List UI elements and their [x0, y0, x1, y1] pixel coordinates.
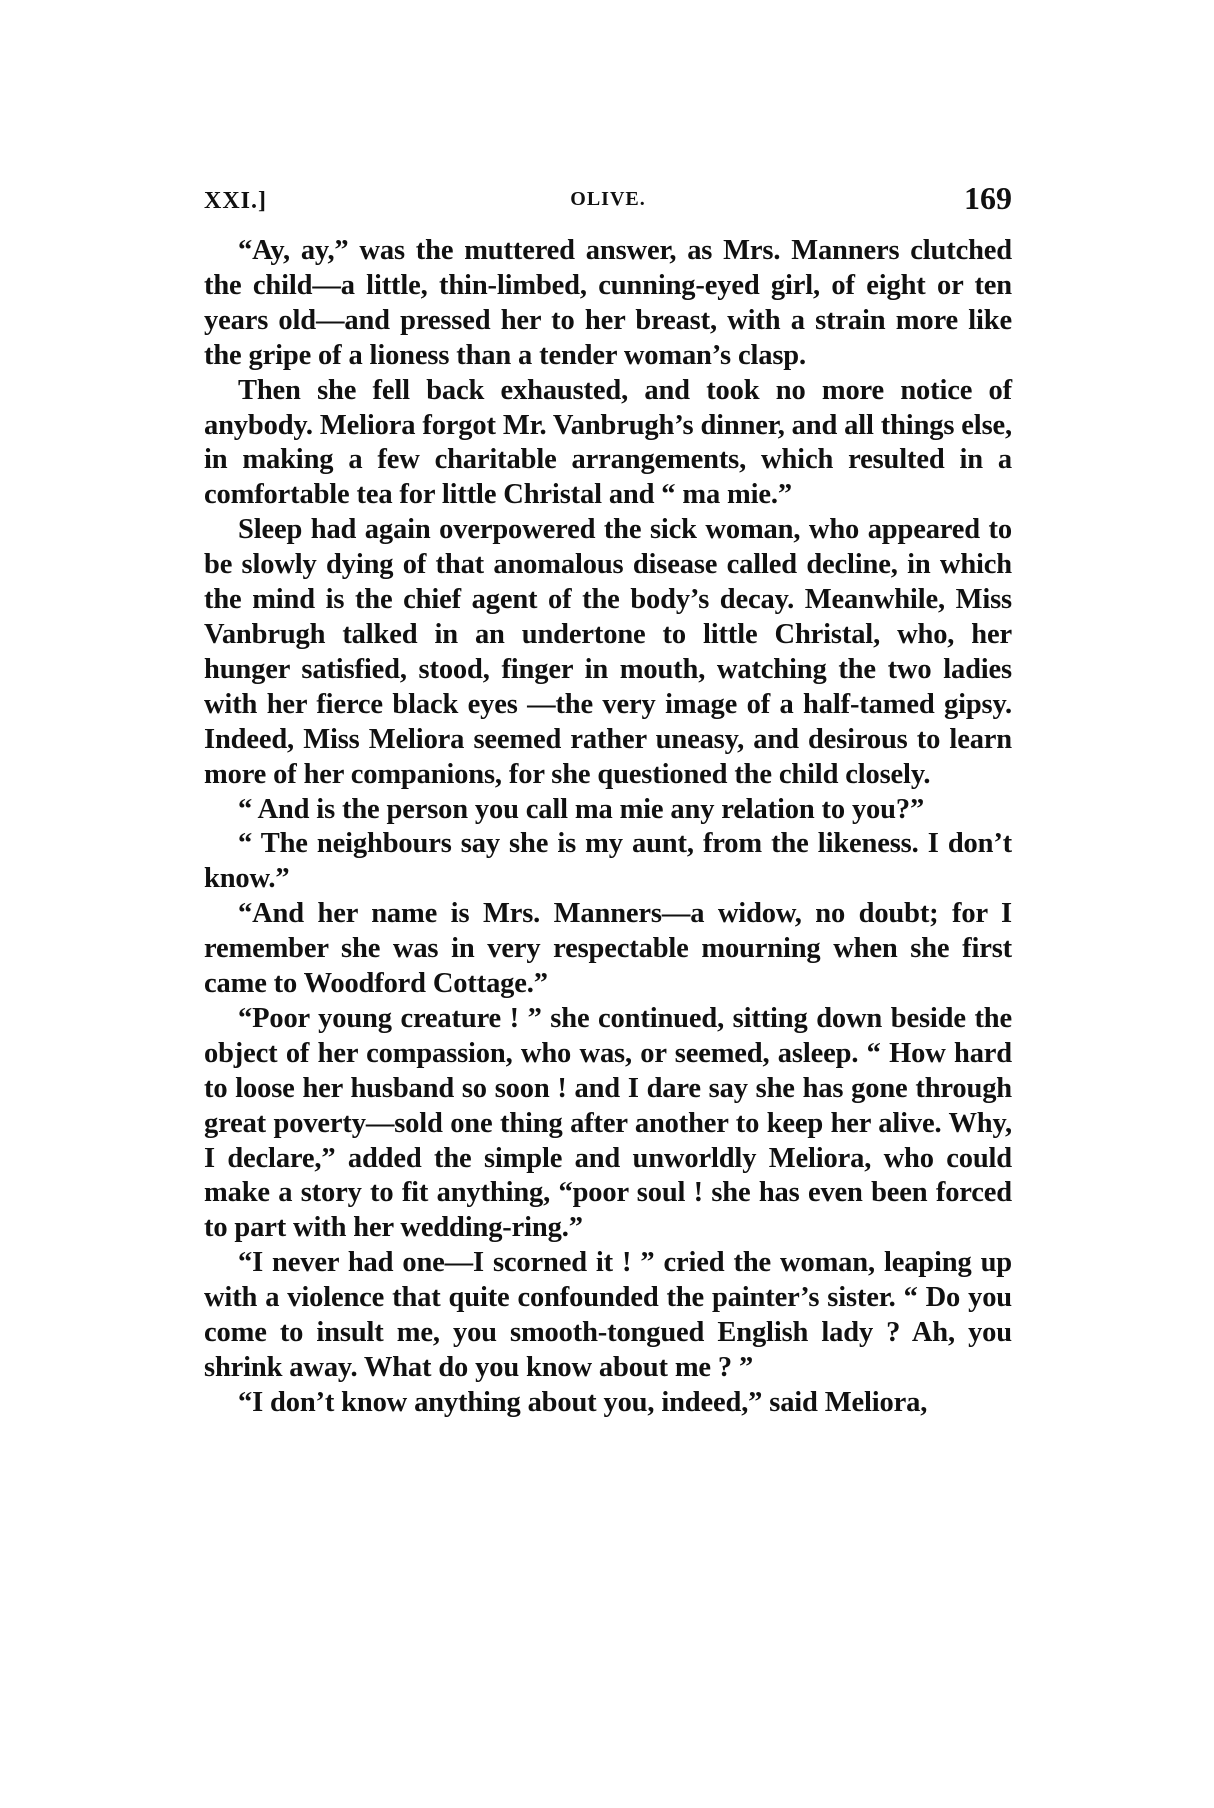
paragraph: Sleep had again overpowered the sick woman, who appeared to be slowly dying of that anomalous disease called decline, in which the mind is the chief agent of the body’s decay. Meanwhile, Miss Vanbrugh talked in an undertone to little Christal, who, her hunger satisfied, stood, finger in mouth, watching the two ladies with her fierce black eyes —the very image of a half-tamed gipsy. Indeed, Miss Meliora seemed rather uneasy, and desirous to learn more of her companions, for she questioned the child closely. — [204, 514, 1012, 790]
paragraph: “Poor young creature ! ” she continued, sitting down beside the object of her compassion, who was, or seemed, asleep. “ How hard to loose her husband so soon ! and I dare say she has gone through great poverty—sold one thing after another to keep her alive. Why, I declare,” added the simple and unworldly Meliora, who could make a story to fit anything, “poor soul ! she has even been forced to part with her wedding-ring.” — [204, 1002, 1012, 1244]
running-head — [204, 172, 1012, 224]
book-title: OLIVE. — [570, 188, 646, 210]
paragraph: Then she fell back exhausted, and took no more notice of anybody. Meliora forgot Mr. Vanbrugh’s dinner, and all things else, in making a few charitable arrangements, which resulted in a comfortable tea for little Christal and “ ma mie.” — [204, 374, 1012, 511]
body-text — [204, 234, 1012, 1421]
paragraph: “I don’t know anything about you, indeed,” said Meliora, — [238, 1386, 928, 1418]
chapter-marker: XXI.] — [204, 188, 267, 214]
paragraph: “And her name is Mrs. Manners—a widow, no doubt; for I remember she was in very respectable mourning when she first came to Woodford Cottage.” — [204, 898, 1012, 1000]
paragraph: “Ay, ay,” was the muttered answer, as Mrs. Manners clutched the child—a little, thin-limbed, cunning-eyed girl, of eight or ten years old—and pressed her to her breast, with a strain more like the gripe of a lioness than a tender woman’s clasp. — [204, 235, 1012, 371]
paragraph: “ And is the person you call ma mie any relation to you?” — [238, 793, 925, 825]
paragraph: “ The neighbours say she is my aunt, from the likeness. I don’t know.” — [204, 828, 1012, 895]
page-number: 169 — [964, 180, 1012, 216]
book-page — [204, 172, 1012, 1421]
paragraph: “I never had one—I scorned it ! ” cried the woman, leaping up with a violence that quite confounded the painter’s sister. “ Do you come to insult me, you smooth-tongued English lady ? Ah, you shrink away. What do you know about me ? ” — [204, 1247, 1012, 1383]
